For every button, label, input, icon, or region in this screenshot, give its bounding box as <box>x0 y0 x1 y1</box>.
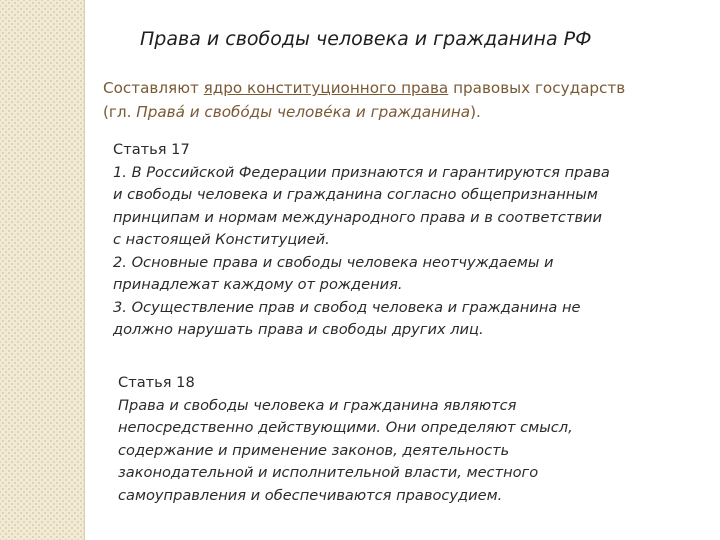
article-17-line: должно нарушать права и свободы других лиц. <box>113 321 484 338</box>
article-17-line: принадлежат каждому от рождения. <box>113 276 403 293</box>
article-17-line: принципам и нормам международного права и в соответствии <box>113 208 603 226</box>
article-17 <box>113 139 703 342</box>
intro-prefix: Составляют <box>103 79 204 97</box>
constitutional-law-link[interactable]: ядро конституционного права <box>203 79 449 97</box>
article-18-heading: Статья 18 <box>118 374 195 391</box>
article-17-line: с настоящей Конституцией. <box>113 231 330 248</box>
intro-paren-close: ). <box>470 103 481 121</box>
slide-title: Права и свободы человека и гражданина РФ <box>140 28 592 50</box>
side-divider <box>84 0 85 540</box>
article-17-line: 2. Основные права и свободы человека неотчуждаемы и <box>113 253 554 271</box>
article-17-line: 3. Осуществление прав и свобод человека и гражданина не <box>113 298 581 316</box>
decorative-side-strip <box>0 0 84 540</box>
article-18 <box>118 372 703 507</box>
article-17-heading: Статья 17 <box>113 141 190 158</box>
article-18-line: самоуправления и обеспечиваются правосудием. <box>118 486 503 504</box>
article-18-line: содержание и применение законов, деятельность <box>118 441 510 459</box>
article-18-line: непосредственно действующими. Они определяют смысл, <box>118 419 573 436</box>
intro-chapter-title: Права́ и свобо́ды челове́ка и гражданина <box>136 103 471 121</box>
article-18-line: законодательной и исполнительной власти, местного <box>118 464 539 481</box>
article-17-line: и свободы человека и гражданина согласно общепризнанным <box>113 186 598 203</box>
intro-after-link: правовых государств <box>448 79 626 97</box>
article-18-line: Права и свободы человека и гражданина являются <box>118 396 517 414</box>
article-17-line: 1. В Российской Федерации признаются и гарантируются права <box>113 163 610 181</box>
intro-paragraph <box>103 76 703 124</box>
intro-paren-open: (гл. <box>103 103 137 121</box>
